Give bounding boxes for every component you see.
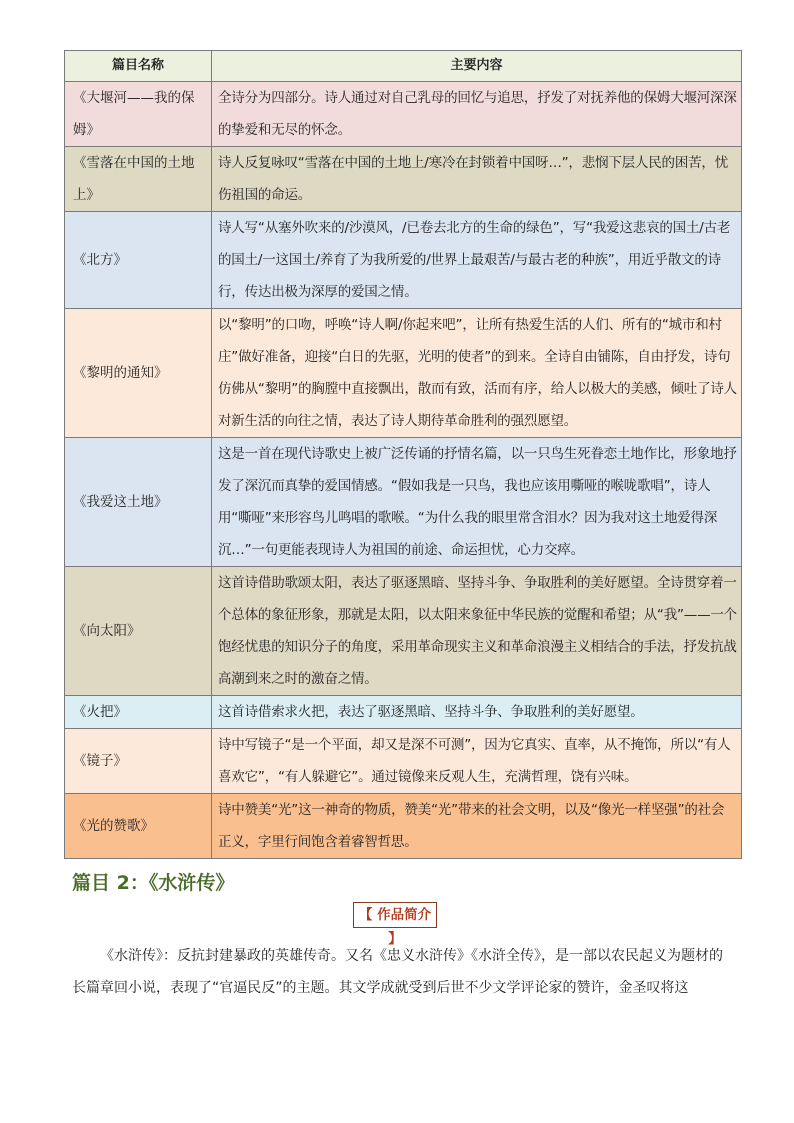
table-row: [65, 309, 742, 438]
section-heading: 篇目 2：《水浒传》: [72, 872, 235, 894]
header-content: 主要内容: [212, 51, 742, 82]
poem-title-cell: 《向太阳》: [65, 567, 212, 696]
table-row: [65, 438, 742, 567]
poem-title-cell: 《大堰河——我的保姆》: [65, 82, 212, 147]
poem-content-cell: 这是一首在现代诗歌史上被广泛传诵的抒情名篇，以一只鸟生死眷恋土地作比，形象地抒发了深沉而真挚的爱国情感。“假如我是一只鸟，我也应该用嘶哑的喉咙歌唱”，诗人用“嘶哑”来形容鸟儿鸣唱的歌喉。“为什么我的眼里常含泪水？因为我对这土地爱得深沉…”一句更能表现诗人为祖国的前途、命运担忧，心力交瘁。: [212, 438, 742, 567]
poem-title-cell: 《我爱这土地》: [65, 438, 212, 567]
poem-summary-table: [64, 50, 742, 859]
table-row: [65, 147, 742, 212]
poem-title-cell: 《黎明的通知》: [65, 309, 212, 438]
table-row: [65, 729, 742, 794]
table-row: [65, 794, 742, 859]
header-title: 篇目名称: [65, 51, 212, 82]
poem-content-cell: 诗中写镜子“是一个平面，却又是深不可测”，因为它真实、直率，从不掩饰，所以“有人喜欢它”，“有人躲避它”。通过镜像来反观人生，充满哲理，饶有兴味。: [212, 729, 742, 794]
poem-content-cell: 诗中赞美“光”这一神奇的物质，赞美“光”带来的社会文明，以及“像光一样坚强”的社会正义，字里行间饱含着睿智哲思。: [212, 794, 742, 859]
poem-title-cell: 《火把》: [65, 696, 212, 729]
table-header-row: [65, 51, 742, 82]
poem-content-cell: 全诗分为四部分。诗人通过对自己乳母的回忆与追思，抒发了对抚养他的保姆大堰河深深的挚爱和无尽的怀念。: [212, 82, 742, 147]
poem-content-cell: 诗人写“从塞外吹来的/沙漠风，/已卷去北方的生命的绿色”，写“我爱这悲哀的国土/古老的国土/一这国土/养育了为我所爱的/世界上最艰苦/与最古老的种族”，用近乎散文的诗行，传达出极为深厚的爱国之情。: [212, 212, 742, 309]
poem-title-cell: 《镜子》: [65, 729, 212, 794]
intro-tag: 【 作品简介 】: [353, 902, 437, 928]
poem-title-cell: 《雪落在中国的土地上》: [65, 147, 212, 212]
poem-title-cell: 《北方》: [65, 212, 212, 309]
poem-content-cell: 诗人反复咏叹“雪落在中国的土地上/寒冷在封锁着中国呀…”，悲悯下层人民的困苦，忧伤祖国的命运。: [212, 147, 742, 212]
table-row: [65, 212, 742, 309]
table-row: [65, 696, 742, 729]
poem-content-cell: 以“黎明”的口吻，呼唤“诗人啊/你起来吧”，让所有热爱生活的人们、所有的“城市和村庄”做好准备，迎接“白日的先驱，光明的使者”的到来。全诗自由铺陈，自由抒发，诗句仿佛从“黎明”的胸膛中直接飘出，散而有致，活而有序，给人以极大的美感，倾吐了诗人对新生活的向往之情，表达了诗人期待革命胜利的强烈愿望。: [212, 309, 742, 438]
table-row: [65, 567, 742, 696]
poem-content-cell: 这首诗借索求火把，表达了驱逐黑暗、坚持斗争、争取胜利的美好愿望。: [212, 696, 742, 729]
intro-paragraph: 《水浒传》：反抗封建暴政的英雄传奇。又名《忠义水浒传》《水浒全传》，是一部以农民起义为题材的长篇章回小说，表现了“官逼民反”的主题。其文学成就受到后世不少文学评论家的赞许，金圣叹将这: [72, 948, 723, 996]
table-row: [65, 82, 742, 147]
poem-title-cell: 《光的赞歌》: [65, 794, 212, 859]
poem-content-cell: 这首诗借助歌颂太阳，表达了驱逐黑暗、坚持斗争、争取胜利的美好愿望。全诗贯穿着一个总体的象征形象，那就是太阳，以太阳来象征中华民族的觉醒和希望；从“我”——一个饱经忧患的知识分子的角度，采用革命现实主义和革命浪漫主义相结合的手法，抒发抗战高潮到来之时的激奋之情。: [212, 567, 742, 696]
